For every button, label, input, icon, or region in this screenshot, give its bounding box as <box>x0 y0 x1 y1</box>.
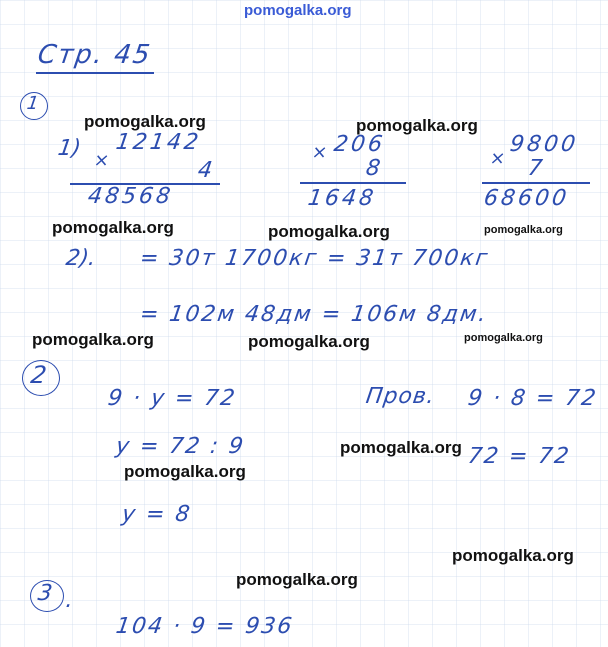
task2-eq2: y = 72 : 9 <box>114 434 247 459</box>
task1-number: 1 <box>25 93 40 114</box>
task2-check1: 9 · 8 = 72 <box>466 386 600 411</box>
watermark[interactable]: pomogalka.org <box>124 462 246 481</box>
mult-b-factor: 8 <box>364 156 385 181</box>
watermark[interactable]: pomogalka.org <box>32 330 154 349</box>
watermark[interactable]: pomogalka.org <box>84 112 206 131</box>
mult-b-line <box>300 182 406 184</box>
task2-eq1: 9 · y = 72 <box>106 386 239 411</box>
mult-c-top: 9800 <box>508 132 580 157</box>
task3-dot: . <box>64 588 75 613</box>
watermark[interactable]: pomogalka.org <box>484 224 563 236</box>
task2-number: 2 <box>29 361 49 389</box>
site-watermark-top[interactable]: pomogalka.org <box>244 2 352 19</box>
watermark[interactable]: pomogalka.org <box>464 332 543 344</box>
mult-b-result: 1648 <box>306 186 378 211</box>
task3-line1: 104 · 9 = 936 <box>114 614 296 639</box>
page-heading: Стр. 45 <box>35 40 154 70</box>
mult-b-top: 206 <box>332 132 387 157</box>
task3-number: 3 <box>36 581 54 606</box>
watermark[interactable]: pomogalka.org <box>52 218 174 237</box>
task2-check-label: Пров. <box>364 384 437 409</box>
mult-c-line <box>482 182 590 184</box>
task1-line2: = 30т 1700кг = 31т 700кг <box>138 246 491 271</box>
mult-c-factor: 7 <box>526 156 547 181</box>
watermark[interactable]: pomogalka.org <box>356 116 478 135</box>
task1-sub2-label: 2). <box>64 246 98 271</box>
mult-c-result: 68600 <box>482 186 571 211</box>
task2-eq3: y = 8 <box>120 502 194 527</box>
watermark[interactable]: pomogalka.org <box>452 546 574 565</box>
heading-underline <box>36 72 154 74</box>
mult-a-top: 12142 <box>114 130 203 155</box>
task2-check2: 72 = 72 <box>466 444 573 469</box>
mult-a-result: 48568 <box>86 184 175 209</box>
mult-c-sign: × <box>488 148 507 169</box>
mult-b-sign: × <box>310 142 329 163</box>
watermark[interactable]: pomogalka.org <box>268 222 390 241</box>
watermark[interactable]: pomogalka.org <box>248 332 370 351</box>
watermark[interactable]: pomogalka.org <box>236 570 358 589</box>
watermark[interactable]: pomogalka.org <box>340 438 462 457</box>
mult-a-factor: 4 <box>196 158 217 183</box>
task1-sub1-label: 1) <box>56 136 83 161</box>
mult-a-sign: × <box>92 150 111 171</box>
task1-line3: = 102м 48дм = 106м 8дм. <box>138 302 490 327</box>
